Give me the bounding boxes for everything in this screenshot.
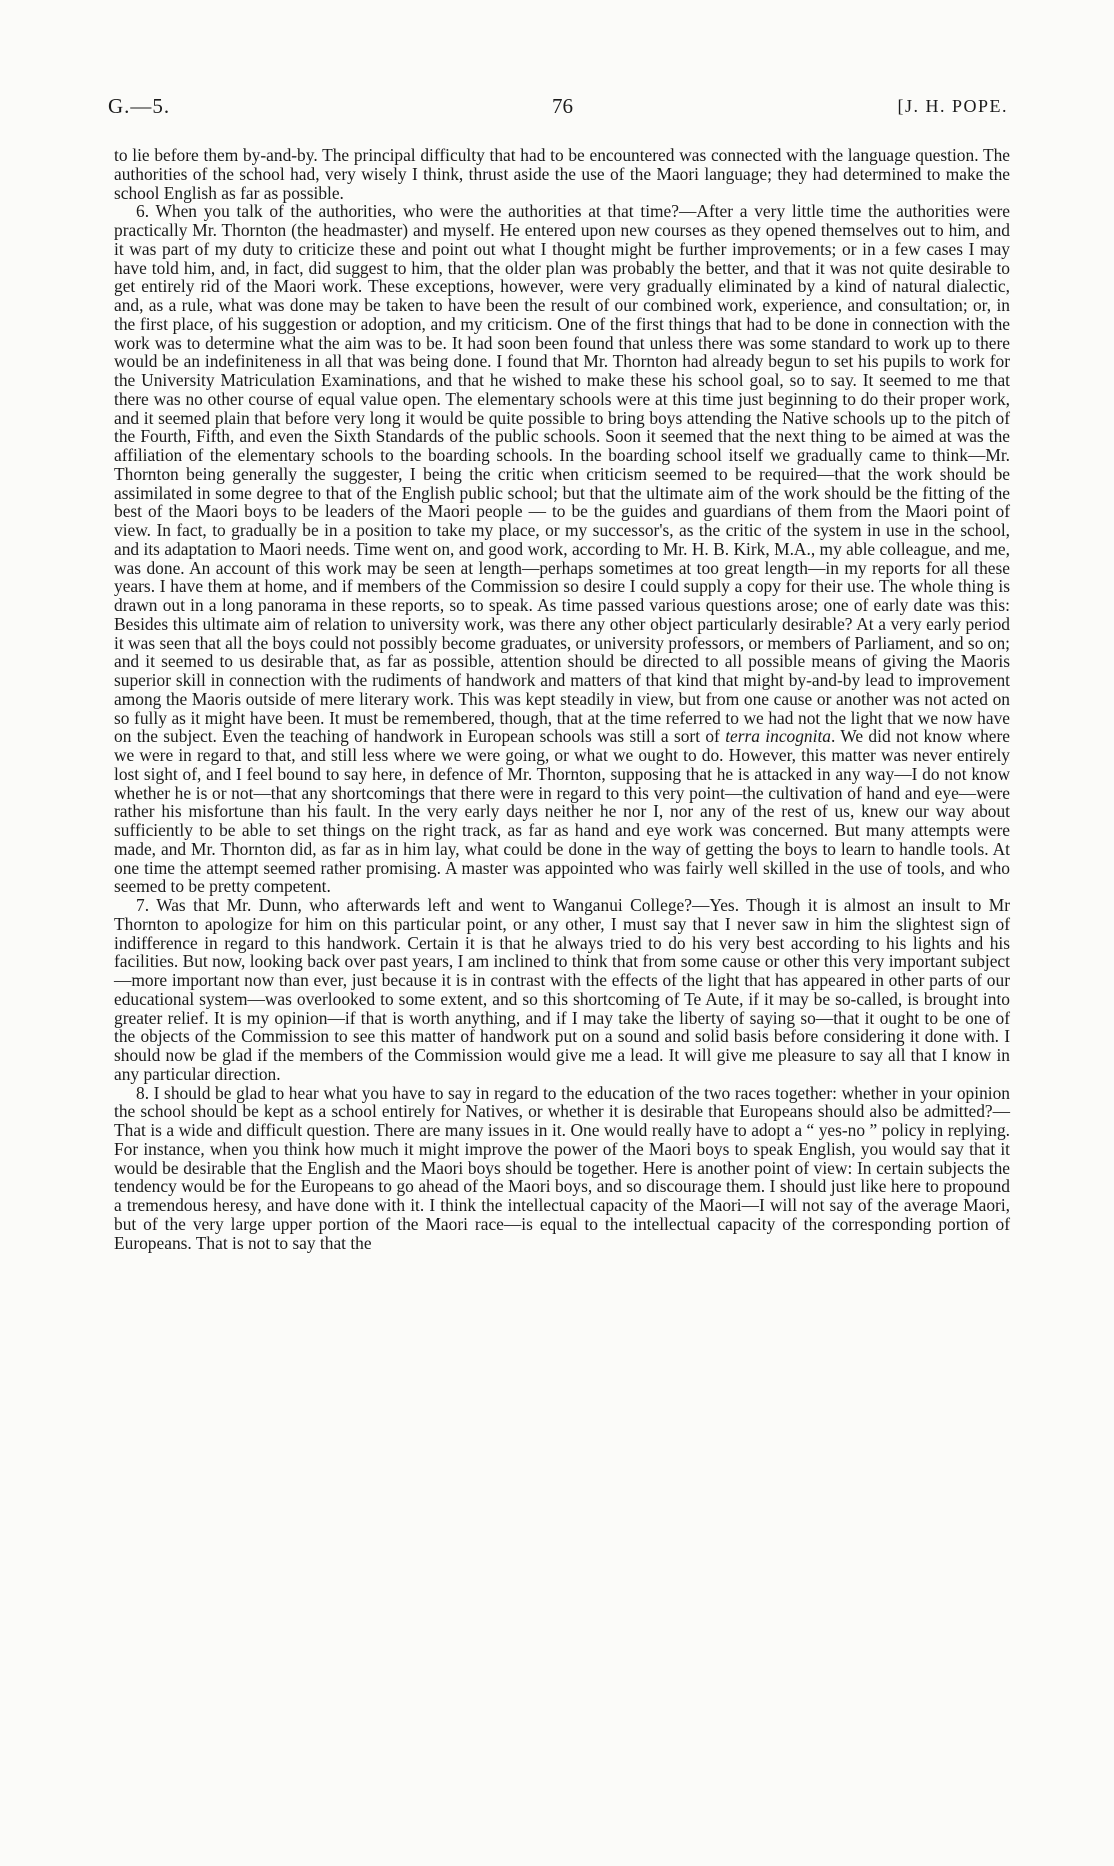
page-number: 76 — [552, 94, 573, 118]
paragraph-continuation: to lie before them by-and-by. The principal difficulty that had to be encountered was connected with the language question. The authorities of the school had, very wisely I think, thrust aside the use of the Maori language; they had determined to make the school English as far as possible. — [114, 145, 1010, 203]
witness-name: [J. H. POPE. — [897, 96, 1008, 116]
document-reference: G.—5. — [108, 94, 171, 118]
page-header — [108, 94, 1008, 124]
italic-phrase: terra incognita — [725, 726, 831, 747]
paragraph-question-7: 7. Was that Mr. Dunn, who afterwards left and went to Wanganui College?—Yes. Though it is almost an insult to Mr Thornton to apologize for him on this particular point, or any other, I must say that I never saw in him the slightest sign of indifference in regard to this handwork. Certain it is that he always tried to do his very best according to his lights and his facilities. But now, looking back over past years, I am inclined to think that from some cause or other this very important subject—more important now than ever, just because it is in contrast with the effects of the light that has appeared in other parts of our educational system—was overlooked to some extent, and so this shortcoming of Te Aute, if it may be so-called, is brought into greater relief. It is my opinion—if that is worth anything, and if I may take the liberty of saying so—that it ought to be one of the objects of the Commission to see this matter of handwork put on a sound and solid basis before considering it done with. I should now be glad if the members of the Commission would give me a lead. It will give me pleasure to say all that I know in any particular direction. — [114, 895, 1010, 1084]
paragraph-question-6: 6. When you talk of the authorities, who were the authorities at that time?—After a very little time the authorities were practically Mr. Thornton (the headmaster) and myself. He entered upon new courses as they opened themselves out to him, and it was part of my duty to criticize these and point out what I thought might be further improvements; or in a few cases I may have told him, and, in fact, did suggest to him, that the older plan was probably the better, and that it was not quite desirable to get entirely rid of the Maori work. These exceptions, however, were very gradually eliminated by a kind of natural dialectic, and, as a rule, what was done may be taken to have been the result of our combined work, experience, and consultation; or, in the first place, of his suggestion or adoption, and my criticism. One of the first things that had to be done in connection with the work was to determine what the aim was to be. It had soon been found that unless there was some standard to work up to there would be an indefiniteness in all that was being done. I found that Mr. Thornton had already begun to set his pupils to work for the University Matriculation Examinations, and that he wished to make these his school goal, so to say. It seemed to me that there was no other course of equal value open. The elementary schools were at this time just beginning to do their proper work, and it seemed plain that before very long it would be quite possible to bring boys attending the Native schools up to the pitch of the Fourth, Fifth, and even the Sixth Standards of the public schools. Soon it seemed that the next thing to be aimed at was the affiliation of the elementary schools to the boarding schools. In the boarding school itself we gradually came to think—Mr. Thornton being generally the suggester, I being the critic when criticism seemed to be required—that the work should be assimilated in some degree to that of the English public school; but that the ultimate aim of the work should be the fitting of the best of the Maori boys to be leaders of the Maori people — to be the guides and guardians of them from the Maori point of view. In fact, to gradually be in a position to take my place, or my successor's, as the critic of the system in use in the school, and its adaptation to Maori needs. Time went on, and good work, according to Mr. H. B. Kirk, M.A., my able colleague, and me, was done. An account of this work may be seen at length—perhaps sometimes at too great length—in my reports for all these years. I have them at home, and if members of the Commission so desire I could supply a copy for their use. The whole thing is drawn out in a long panorama in these reports, so to speak. As time passed various questions arose; one of early date was this: Besides this ultimate aim of relation to university work, was there any other object particularly desirable? At a very early period it was seen that all the boys could not possibly become graduates, or university professors, or members of Parliament, and so on; and it seemed to us desirable that, as far as possible, attention should be directed to all possible means of giving the Maoris superior skill in connection with the rudiments of handwork and matters of that kind that might by-and-by lead to improvement among the Maoris outside of mere literary work. This was kept steadily in view, but from one cause or another was not acted on so fully as it might have been. It must be remembered, though, that at the time referred to we had not the light that we now have on the subject. Even the teaching of handwork in European schools was still a sort of terra incognita. We did not know where we were in regard to that, and still less where we were going, or what we ought to do. However, this matter was never entirely lost sight of, and I feel bound to say here, in defence of Mr. Thornton, supposing that he is attacked in any way—I do not know whether he is or not—that any shortcomings that there were in regard to this very point—the cultivation of hand and eye—were rather his misfortune than his fault. In the very early days neither he nor I, nor any of the rest of us, knew our way about sufficiently to be able to set things on the right track, as far as hand and eye work was concerned. But many attempts were made, and Mr. Thornton did, as far as in him lay, what could be done in the way of getting the boys to learn to handle tools. At one time the attempt seemed rather promising. A master was appointed who was fairly well skilled in the use of tools, and who seemed to be pretty competent. — [114, 201, 1010, 897]
body-text — [114, 146, 1010, 1252]
paragraph-question-8: 8. I should be glad to hear what you have to say in regard to the education of the two races together: whether in your opinion the school should be kept as a school entirely for Natives, or whether it is desirable that Europeans should also be admitted?—That is a wide and difficult question. There are many issues in it. One would really have to adopt a “ yes-no ” policy in replying. For instance, when you think how much it might improve the power of the Maori boys to speak English, you would say that it would be desirable that the English and the Maori boys should be together. Here is another point of view: In certain subjects the tendency would be for the Europeans to go ahead of the Maori boys, and so discourage them. I should just like here to propound a tremendous heresy, and have done with it. I think the intellectual capacity of the Maori—I will not say of the average Maori, but of the very large upper portion of the Maori race—is equal to the intellectual capacity of the corresponding portion of Europeans. That is not to say that the — [114, 1082, 1010, 1253]
